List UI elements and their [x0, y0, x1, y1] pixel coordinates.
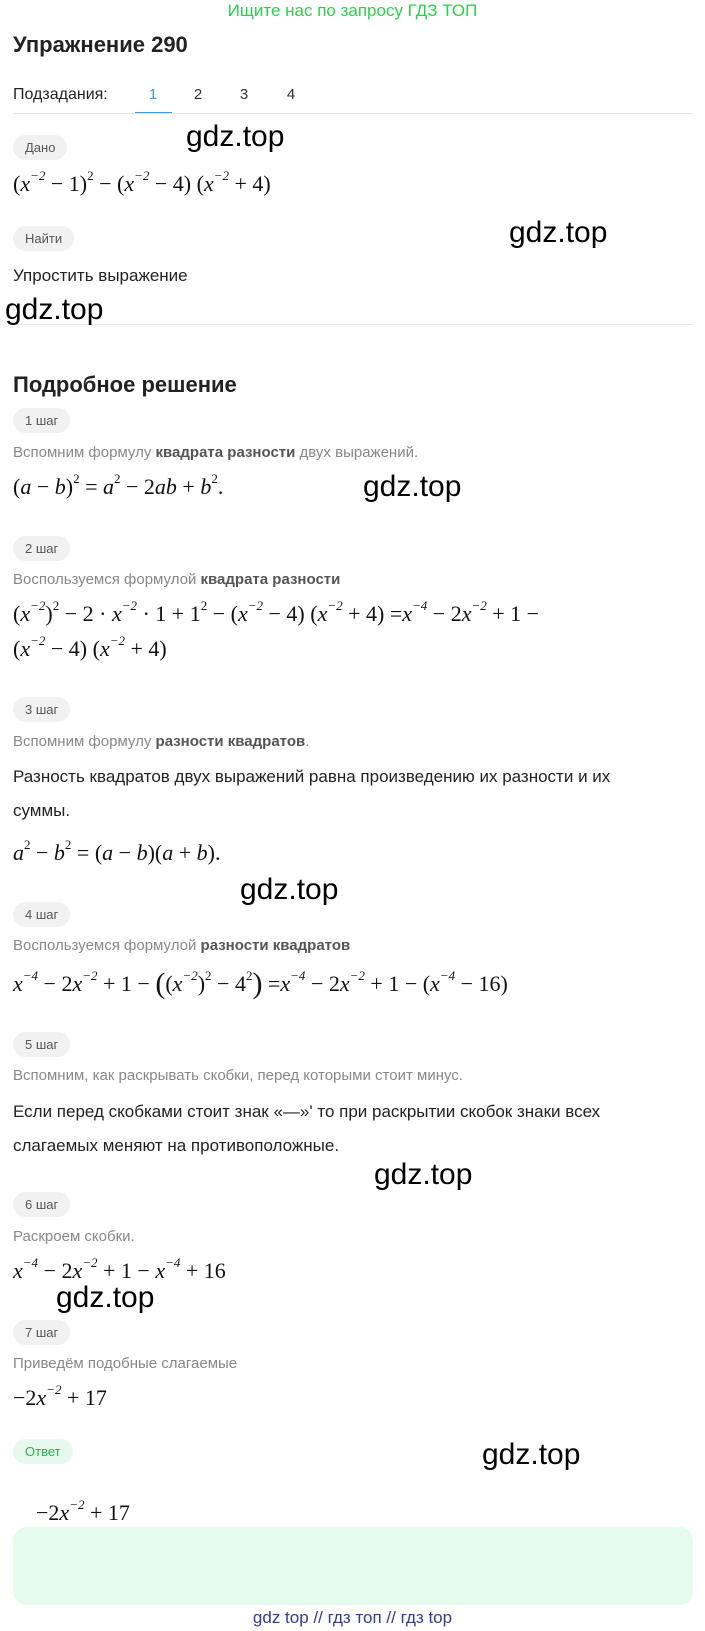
step-3-formula: $a^2 - b^2 = (a - b)(a + b)$. [13, 836, 221, 865]
step-3-hint: Вспомним формулу разности квадратов. [13, 733, 310, 750]
step-6-formula: $x^{-4} - 2x^{-2} + 1 - x^{-4} + 16$ [13, 1254, 226, 1283]
promo-banner[interactable]: Ищите нас по запросу ГДЗ ТОП [227, 1, 478, 20]
step-3-text-line-1: Разность квадратов двух выражений равна произведению их разности и их [13, 767, 611, 786]
footer-links[interactable]: gdz top // гдз топ // гдз top [252, 1608, 453, 1627]
given-badge: Дано [13, 135, 67, 160]
step-5-text-line-1: Если перед скобками стоит знак «—»' то при раскрытии скобок знаки всех [13, 1102, 601, 1121]
step-5-hint: Вспомним, как раскрывать скобки, перед которыми стоит минус. [13, 1067, 463, 1084]
tab-subtask-1[interactable]: 1 [148, 86, 158, 103]
step-4-hint: Воспользуемся формулой разности квадратов [13, 937, 351, 954]
step-5-badge: 5 шаг [13, 1032, 70, 1057]
tab-subtask-3[interactable]: 3 [239, 86, 249, 103]
watermark-text: gdz.top [186, 120, 285, 153]
watermark-text: gdz.top [56, 1281, 155, 1314]
page-title: Упражнение 290 [13, 32, 188, 57]
watermark-text: gdz.top [482, 1438, 581, 1471]
step-2-hint: Воспользуемся формулой квадрата разности [13, 571, 341, 588]
step-2-formula-line-1: $(x^{-2})^2 - 2 \cdot x^{-2} \cdot 1 + 1^2 - (x^{-2} - 4) (x^{-2} + 4) =x^{-4} - 2x^{-2} + 1$ − [13, 597, 540, 626]
answer-badge: Ответ [13, 1439, 73, 1464]
step-7-badge: 7 шаг [13, 1320, 70, 1345]
answer-formula: $-2x^{-2} + 17$ [36, 1496, 130, 1525]
step-7-formula: $-2x^{-2} + 17$ [13, 1381, 107, 1410]
watermark-text: gdz.top [374, 1158, 473, 1191]
step-3-badge: 3 шаг [13, 697, 70, 722]
watermark-text: gdz.top [509, 216, 608, 249]
step-7-hint: Приведём подобные слагаемые [13, 1355, 238, 1372]
step-1-formula: $(a - b)^2 = a^2 - 2ab + b^2$. [13, 470, 224, 499]
find-text: Упростить выражение [13, 266, 188, 285]
solution-title: Подробное решение [13, 372, 237, 397]
step-6-hint: Раскроем скобки. [13, 1228, 135, 1245]
step-1-hint: Вспомним формулу квадрата разности двух выражений. [13, 444, 419, 461]
step-4-badge: 4 шаг [13, 902, 70, 927]
step-6-badge: 6 шаг [13, 1192, 70, 1217]
step-1-badge: 1 шаг [13, 408, 70, 433]
step-5-text-line-2: слагаемых меняют на противоположные. [13, 1136, 340, 1155]
answer-box [13, 1527, 693, 1605]
watermark-text: gdz.top [240, 873, 339, 906]
watermark-text: gdz.top [5, 293, 104, 326]
tabs-divider [13, 113, 693, 114]
tab-subtask-2[interactable]: 2 [193, 86, 203, 103]
problem-divider [13, 324, 693, 325]
given-expression: $(x^{-2} - 1)^2 - (x^{-2} - 4) (x^{-2} + 4)$ [13, 167, 271, 196]
find-badge: Найти [13, 226, 74, 251]
step-2-formula-line-2: $(x^{-2} - 4) (x^{-2} + 4)$ [13, 632, 167, 661]
step-3-text-line-2: суммы. [13, 801, 71, 820]
step-2-badge: 2 шаг [13, 536, 70, 561]
step-4-formula: $x^{-4} - 2x^{-2} + 1 - ((x^{-2})^2 - 4^2) =x^{-4} - 2x^{-2} + 1 - (x^{-4} - 16)$ [13, 967, 508, 1000]
tab-subtask-4[interactable]: 4 [286, 86, 296, 103]
watermark-text: gdz.top [363, 470, 462, 503]
subtasks-label: Подзадания: [13, 86, 108, 103]
